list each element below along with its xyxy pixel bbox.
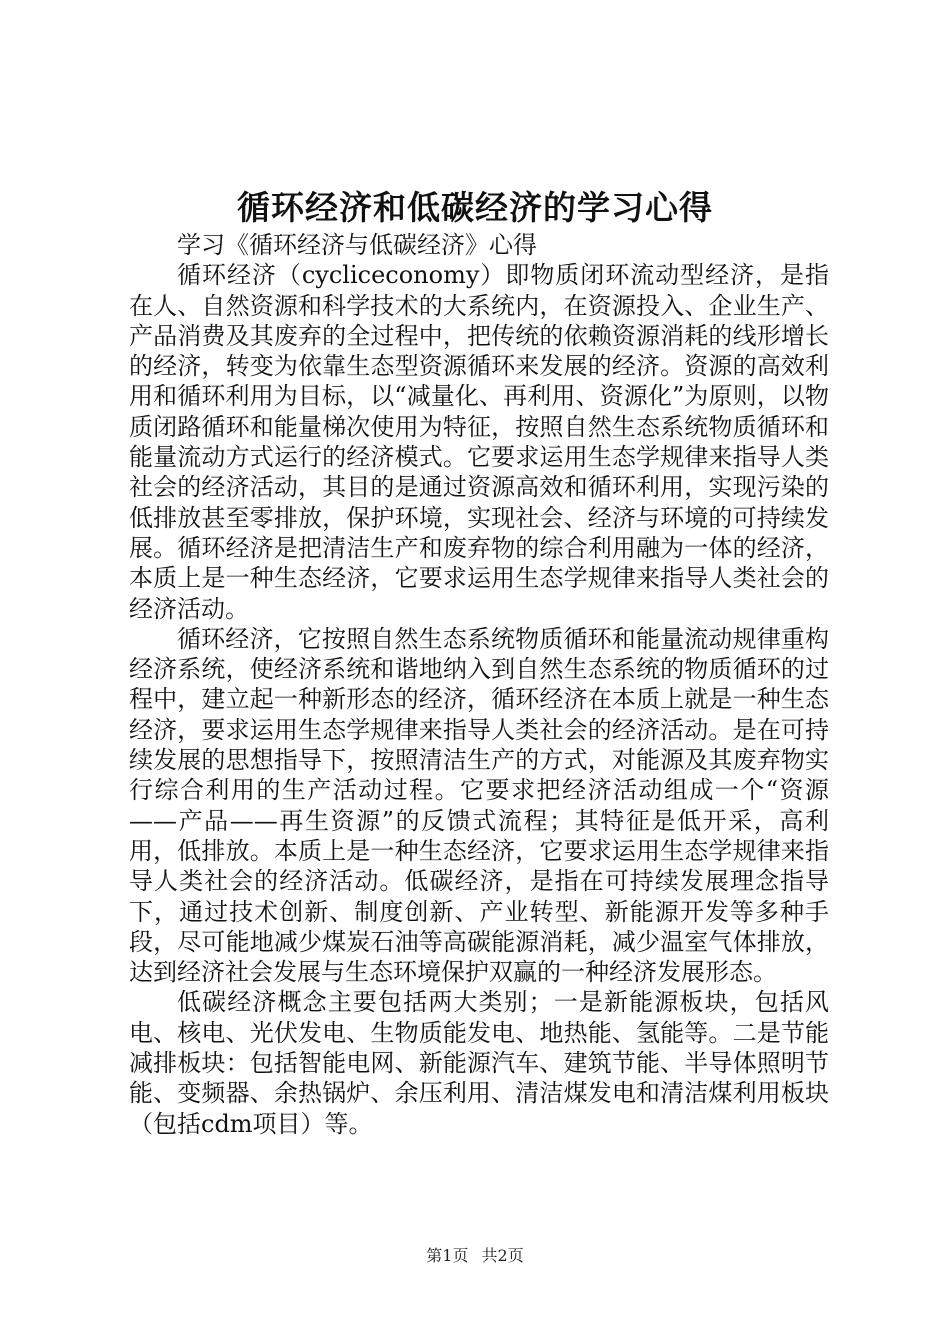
page-number-current: 第1页 [426, 1246, 469, 1265]
page-number-total: 共2页 [481, 1246, 524, 1265]
paragraph-circular-economy-and-low-carbon: 循环经济，它按照自然生态系统物质循环和能量流动规律重构经济系统，使经济系统和谐地纳入到自然生态系统的物质循环的过程中，建立起一种新形态的经济，循环经济在本质上就是一种生态经济，要求运用生态学规律来指导人类社会的经济活动。是在可持续发展的思想指导下，按照清洁生产的方式，对能源及其废弃物实行综合利用的生产活动过程。它要求把经济活动组成一个“资源——产品——再生资源”的反馈式流程；其特征是低开采，高利用，低排放。本质上是一种生态经济，它要求运用生态学规律来指导人类社会的经济活动。低碳经济，是指在可持续发展理念指导下，通过技术创新、制度创新、产业转型、新能源开发等多种手段，尽可能地减少煤炭石油等高碳能源消耗，减少温室气体排放，达到经济社会发展与生态环境保护双赢的一种经济发展形态。 [129, 624, 829, 987]
document-subtitle: 学习《循环经济与低碳经济》心得 [177, 231, 537, 259]
page-footer [0, 1246, 950, 1266]
document-title: 循环经济和低碳经济的学习心得 [237, 188, 713, 227]
paragraph-circular-economy-definition: 循环经济（cycliceconomy）即物质闭环流动型经济，是指在人、自然资源和科学技术的大系统内，在资源投入、企业生产、产品消费及其废弃的全过程中，把传统的依赖资源消耗的线形增长的经济，转变为依靠生态型资源循环来发展的经济。资源的高效利用和循环利用为目标，以“减量化、再利用、资源化”为原则，以物质闭路循环和能量梯次使用为特征，按照自然生态系统物质循环和能量流动方式运行的经济模式。它要求运用生态学规律来指导人类社会的经济活动，其目的是通过资源高效和循环利用，实现污染的低排放甚至零排放，保护环境，实现社会、经济与环境的可持续发展。循环经济是把清洁生产和废弃物的综合利用融为一体的经济，本质上是一种生态经济，它要求运用生态学规律来指导人类社会的经济活动。 [129, 261, 829, 623]
document-body [129, 230, 829, 1139]
paragraph-low-carbon-categories: 低碳经济概念主要包括两大类别；一是新能源板块，包括风电、核电、光伏发电、生物质能发电、地热能、氢能等。二是节能减排板块：包括智能电网、新能源汽车、建筑节能、半导体照明节能、变频器、余热锅炉、余压利用、清洁煤发电和清洁煤利用板块（包括cdm项目）等。 [129, 988, 829, 1138]
